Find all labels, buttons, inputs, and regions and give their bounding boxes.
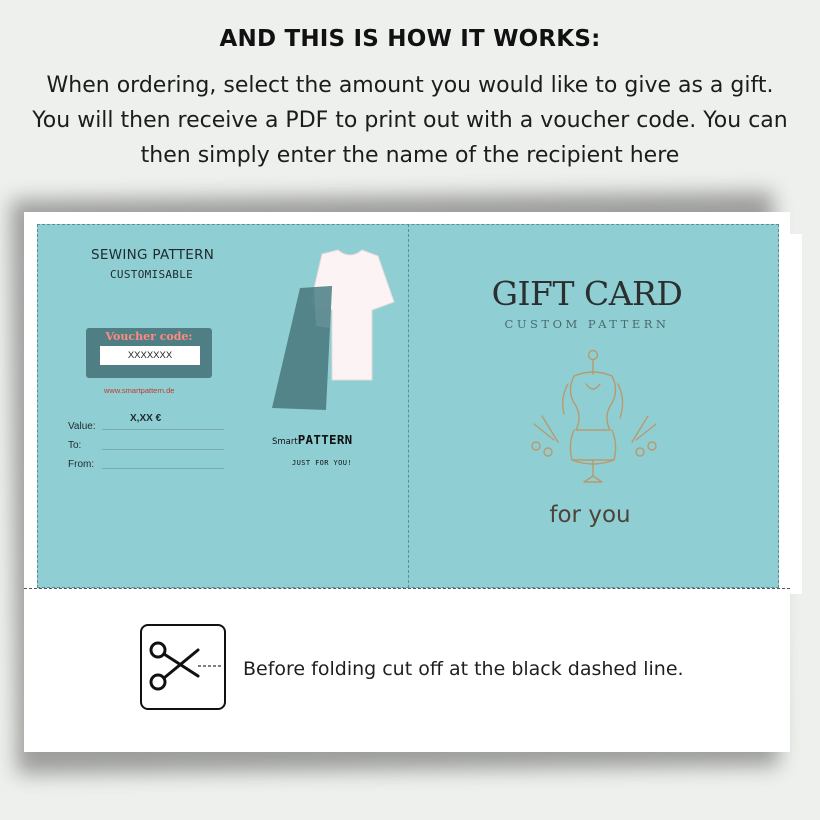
cut-instruction: Before folding cut off at the black dashed line. xyxy=(243,658,684,680)
from-line xyxy=(102,468,224,469)
smartpattern-logo xyxy=(272,432,353,447)
dress-form-icon xyxy=(524,344,664,488)
to-label: To: xyxy=(68,440,82,451)
intro-text: When ordering, select the amount you would like to give as a gift. You will then receive a PDF to print out with a voucher code. You can then simply enter the name of the recipient here xyxy=(32,73,788,168)
voucher-code-box xyxy=(86,328,212,378)
website-url: www.smartpattern.de xyxy=(104,386,175,395)
cut-line xyxy=(24,588,790,589)
value-label: Value: xyxy=(68,421,96,432)
scissors-icon-box xyxy=(140,624,226,710)
value-amount: X,XX € xyxy=(130,413,162,424)
customisable-subtitle: CUSTOMISABLE xyxy=(110,268,194,281)
sewing-pattern-title: SEWING PATTERN xyxy=(91,247,215,263)
voucher-code-value: XXXXXXX xyxy=(100,346,200,365)
logo-main: PATTERN xyxy=(297,432,353,447)
for-you-text: for you xyxy=(549,502,631,528)
shirt-icon xyxy=(270,248,396,418)
from-label: From: xyxy=(68,459,95,470)
logo-prefix: Smart xyxy=(272,437,298,447)
custom-pattern-subtitle: CUSTOM PATTERN xyxy=(504,317,670,331)
heading: AND THIS IS HOW IT WORKS: xyxy=(219,26,601,52)
value-line xyxy=(102,429,224,430)
gift-card-title: GIFT CARD xyxy=(491,274,683,313)
tagline: JUST FOR YOU! xyxy=(292,459,352,467)
to-line xyxy=(102,449,224,450)
gift-card-sheet xyxy=(24,212,790,752)
voucher-code-label: Voucher code: xyxy=(105,330,193,343)
scissors-icon xyxy=(148,636,222,698)
